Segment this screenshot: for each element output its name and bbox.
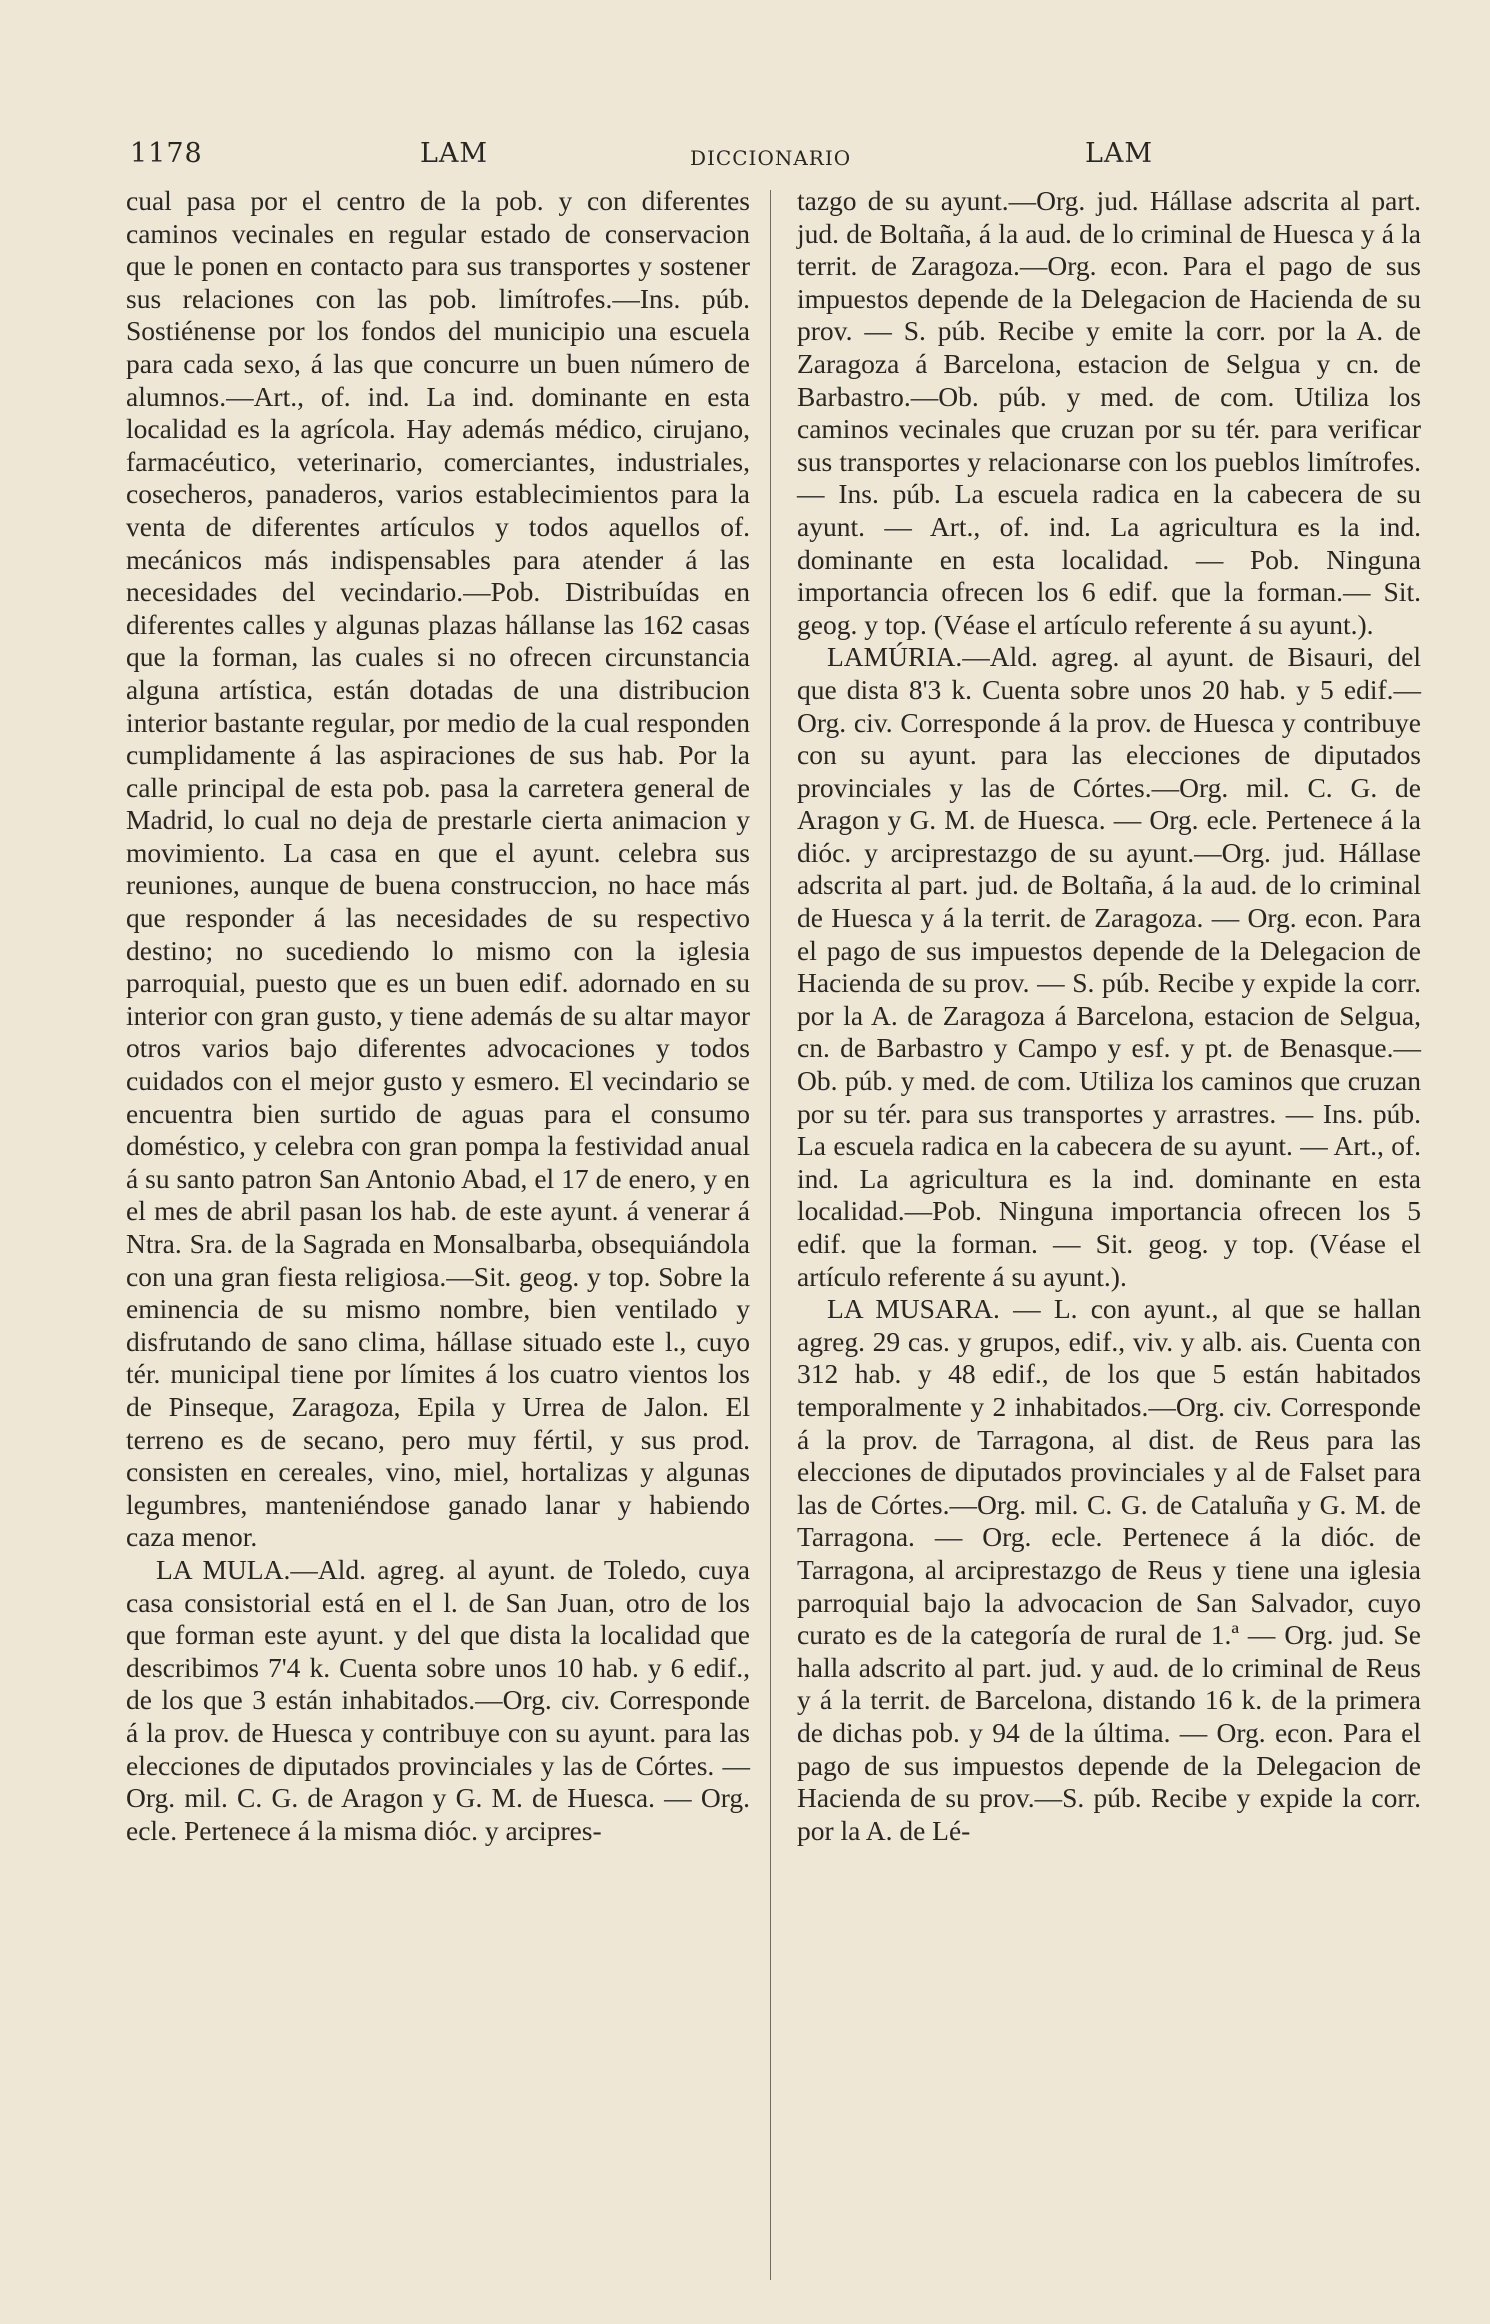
column-divider bbox=[770, 190, 771, 2280]
entry-la-musara: LA MUSARA. — L. con ayunt., al que se hallan agreg. 29 cas. y grupos, edif., viv. y alb. ais. Cuenta con 312 hab. y 48 edif., de los que 5 están habitados temporalmente y 2 inhabitados.—Org. civ. Corresponde á la prov. de Tarragona, al dist. de Reus para las elecciones de diputados provinciales y al de Falset para las de Córtes.—Org. mil. C. G. de Cataluña y G. M. de Tarragona. — Org. ecle. Pertenece á la dióc. de Tarragona, al arciprestazgo de Reus y tiene una iglesia parroquial bajo la advocacion de San Salvador, cuyo curato es de la categoría de rural de 1.ª — Org. jud. Se halla adscrito al part. jud. y aud. de lo criminal de Reus y á la territ. de Barcelona, distando 16 k. de la primera de dichas pob. y 94 de la última. — Org. econ. Para el pago de sus impuestos depende de la Delegacion de Hacienda de su prov.—S. púb. Recibe y expide la corr. por la A. de Lé- bbox=[797, 1293, 1421, 1846]
paragraph: cual pasa por el centro de la pob. y con diferentes caminos vecinales en regular estado de conservacion que le ponen en contacto para sus transportes y sostener sus relaciones con las pob. limítrofes.—Ins. púb. Sostiénense por los fondos del municipio una escuela para cada sexo, á las que concurre un buen número de alumnos.—Art., of. ind. La ind. dominante en esta localidad es la agrícola. Hay además médico, cirujano, farmacéutico, veterinario, comerciantes, industriales, cosecheros, panaderos, varios establecimientos para la venta de diferentes artículos y todos aquellos of. mecánicos más indispensables para atender á las necesidades del vecindario.—Pob. Distribuídas en diferentes calles y algunas plazas hállanse las 162 casas que la forman, las cuales si no ofrecen circunstancia alguna artística, están dotadas de una distribucion interior bastante regular, por medio de la cual responden cumplidamente á las aspiraciones de sus hab. Por la calle principal de esta pob. pasa la carretera general de Madrid, lo cual no deja de prestarle cierta animacion y movimiento. La casa en que el ayunt. celebra sus reuniones, aunque de buena construccion, no hace más que responder á las necesidades de su respectivo destino; no sucediendo lo mismo con la iglesia parroquial, puesto que es un buen edif. adornado en su interior con gran gusto, y tiene además de su altar mayor otros varios bajo diferentes advocaciones y todos cuidados con el mejor gusto y esmero. El vecindario se encuentra bien surtido de aguas para el consumo doméstico, y celebra con gran pompa la festividad anual á su santo patron San Antonio Abad, el 17 de enero, y en el mes de abril pasan los hab. de este ayunt. á venerar á Ntra. Sra. de la Sagrada en Monsalbarba, obsequiándola con una gran fiesta religiosa.—Sit. geog. y top. Sobre la eminencia de su mismo nombre, bien ventilado y disfrutando de sano clima, hállase situado este l., cuyo tér. municipal tiene por límites á los cuatro vientos los de Pinseque, Zaragoza, Epila y Urrea de Jalon. El terreno es de secano, pero muy fértil, y sus prod. consisten en cereales, vino, miel, hortalizas y algunas legumbres, manteniéndose ganado lanar y habiendo caza menor. bbox=[126, 185, 750, 1553]
entry-la-mula: LA MULA.—Ald. agreg. al ayunt. de Toledo, cuya casa consistorial está en el l. de San Juan, otro de los que forman este ayunt. y del que dista la localidad que describimos 7'4 k. Cuenta sobre unos 10 hab. y 6 edif., de los que 3 están inhabitados.—Org. civ. Corresponde á la prov. de Huesca y contribuye con su ayunt. para las elecciones de diputados provinciales y las de Córtes. — Org. mil. C. G. de Aragon y G. M. de Huesca. — Org. ecle. Pertenece á la misma dióc. y arcipres- bbox=[126, 1553, 750, 1846]
header-right-word: LAM bbox=[1085, 138, 1154, 169]
header-title: DICCIONARIO bbox=[690, 146, 852, 170]
right-column bbox=[797, 185, 1421, 1847]
page-number: 1178 bbox=[130, 138, 203, 169]
paragraph: tazgo de su ayunt.—Org. jud. Hállase adscrita al part. jud. de Boltaña, á la aud. de lo criminal de Huesca y á la territ. de Zaragoza.—Org. econ. Para el pago de sus impuestos depende de la Delegacion de Hacienda de su prov. — S. púb. Recibe y emite la corr. por la A. de Zaragoza á Barcelona, estacion de Selgua y cn. de Barbastro.—Ob. púb. y med. de com. Utiliza los caminos vecinales que cruzan por su tér. para verificar sus transportes y relacionarse con los pueblos limítrofes. — Ins. púb. La escuela radica en la cabecera de su ayunt. — Art., of. ind. La agricultura es la ind. dominante en esta localidad. — Pob. Ninguna importancia ofrecen los 6 edif. que la forman.— Sit. geog. y top. (Véase el artículo referente á su ayunt.). bbox=[797, 185, 1421, 640]
entry-lamuria: LAMÚRIA.—Ald. agreg. al ayunt. de Bisauri, del que dista 8'3 k. Cuenta sobre unos 20 hab. y 5 edif.—Org. civ. Corresponde á la prov. de Huesca y contribuye con su ayunt. para las elecciones de diputados provinciales y las de Córtes.—Org. mil. C. G. de Aragon y G. M. de Huesca. — Org. ecle. Pertenece á la dióc. y arciprestazgo de su ayunt.—Org. jud. Hállase adscrita al part. jud. de Boltaña, á la aud. de lo criminal de Huesca y á la territ. de Zaragoza. — Org. econ. Para el pago de sus impuestos depende de la Delegacion de Hacienda de su prov. — S. púb. Recibe y expide la corr. por la A. de Zaragoza á Barcelona, estacion de Selgua, cn. de Barbastro y Campo y esf. y pt. de Benasque.—Ob. púb. y med. de com. Utiliza los caminos que cruzan por su tér. para sus transportes y arrastres. — Ins. púb. La escuela radica en la cabecera de su ayunt. — Art., of. ind. La agricultura es la ind. dominante en esta localidad.—Pob. Ninguna importancia ofrecen los 5 edif. que la forman. — Sit. geog. y top. (Véase el artículo referente á su ayunt.). bbox=[797, 641, 1421, 1292]
left-column bbox=[126, 185, 750, 1847]
page-header bbox=[130, 138, 1430, 178]
header-left-word: LAM bbox=[420, 138, 489, 169]
